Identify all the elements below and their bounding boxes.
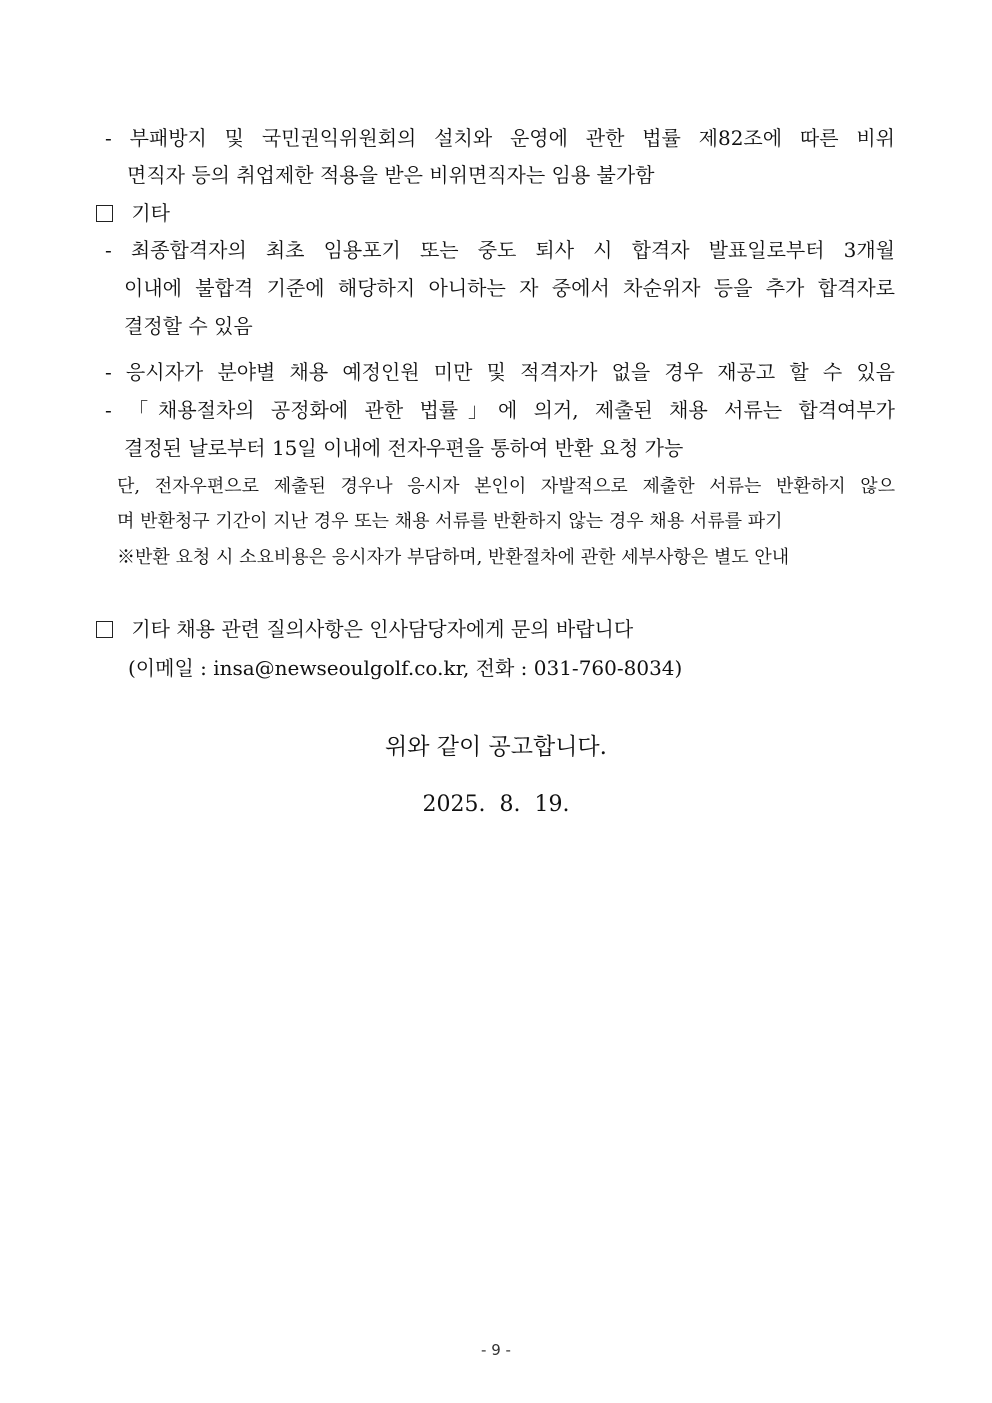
- section-inquiry: [96, 616, 633, 642]
- inquiry-text: 기타 채용 관련 질의사항은 인사담당자에게 문의 바랍니다: [131, 617, 634, 641]
- note-exception: 단, 전자우편으로 제출된 경우나 응시자 본인이 자발적으로 제출한 서류는 반환하지 않으: [117, 476, 895, 497]
- item-additional-pass-cont2: 결정할 수 있음: [124, 314, 253, 338]
- contact-info: (이메일 : insa@newseoulgolf.co.kr, 전화 : 031-760-8034): [128, 656, 683, 680]
- section-misc: [96, 200, 170, 226]
- note-exception-cont: 며 반환청구 기간이 지난 경우 또는 채용 서류를 반환하지 않는 경우 채용 서류를 파기: [117, 511, 783, 532]
- announcement-date: 2025. 8. 19.: [422, 792, 570, 817]
- item-reannouncement: - 응시자가 분야별 채용 예정인원 미만 및 적격자가 없을 경우 재공고 할 수 있음: [105, 360, 895, 384]
- checkbox-square-icon: [96, 621, 113, 638]
- item-document-return: - 「채용절차의 공정화에 관한 법률」에 의거, 제출된 채용 서류는 합격여부가: [105, 398, 895, 422]
- item-disqualification: - 부패방지 및 국민권익위원회의 설치와 운영에 관한 법률 제82조에 따른 비위: [105, 126, 895, 150]
- checkbox-square-icon: [96, 205, 113, 222]
- closing-statement: 위와 같이 공고합니다.: [385, 734, 607, 760]
- item-additional-pass: - 최종합격자의 최초 임용포기 또는 중도 퇴사 시 합격자 발표일로부터 3개월: [105, 238, 895, 262]
- section-title: 기타: [131, 201, 170, 225]
- item-document-return-cont: 결정된 날로부터 15일 이내에 전자우편을 통하여 반환 요청 가능: [124, 436, 684, 460]
- page-number: - 9 -: [481, 1341, 511, 1359]
- note-cost: ※반환 요청 시 소요비용은 응시자가 부담하며, 반환절차에 관한 세부사항은 별도 안내: [117, 547, 790, 568]
- item-disqualification-cont: 면직자 등의 취업제한 적용을 받은 비위면직자는 임용 불가함: [127, 163, 655, 187]
- item-additional-pass-cont1: 이내에 불합격 기준에 해당하지 아니하는 자 중에서 차순위자 등을 추가 합격자로: [124, 276, 895, 300]
